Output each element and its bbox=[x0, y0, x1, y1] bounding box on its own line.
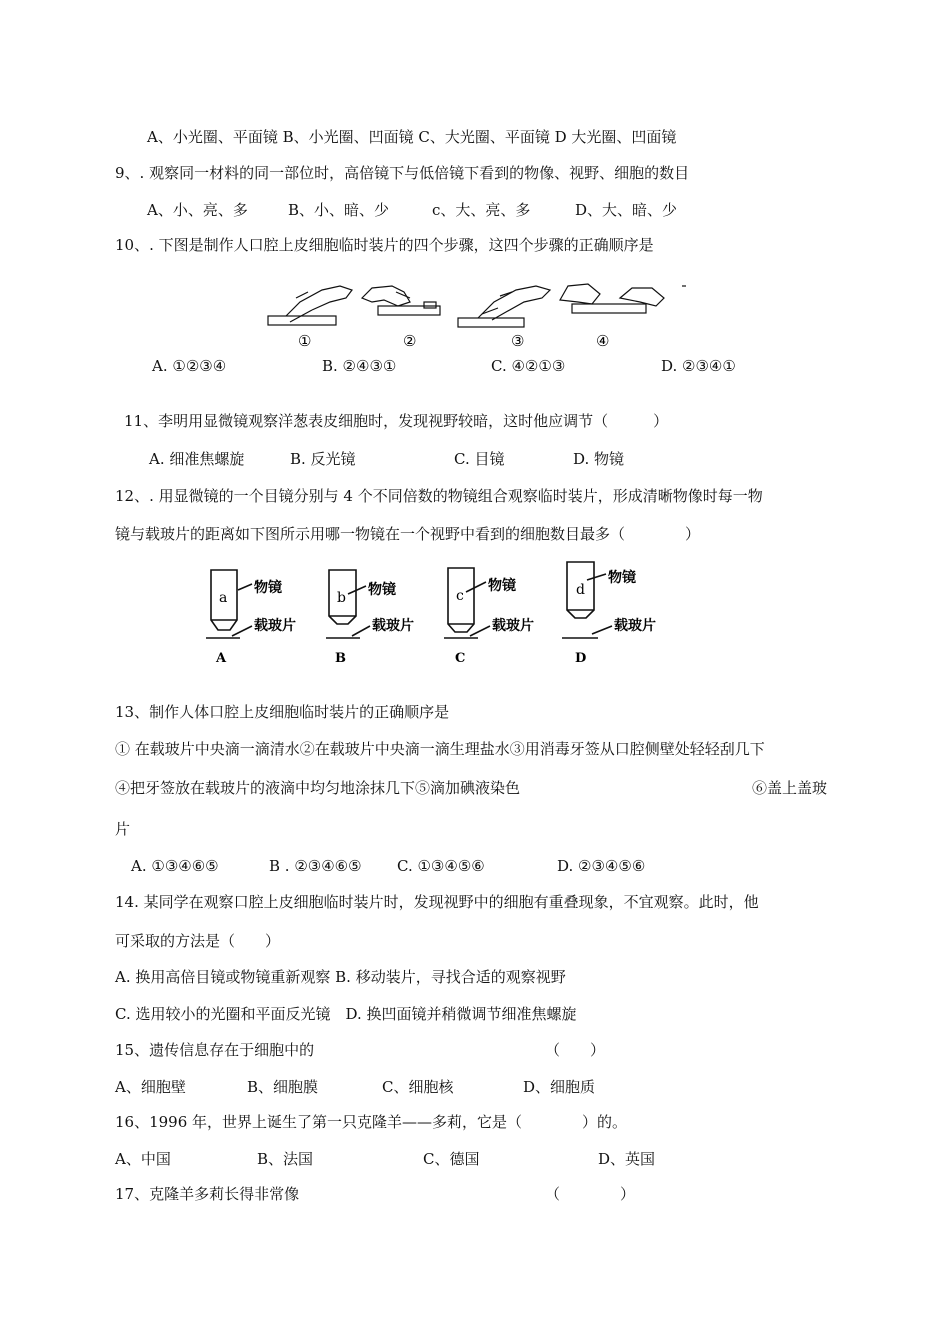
q9-option-d: D、大、暗、少 bbox=[575, 201, 678, 219]
q15-option-d: D、细胞质 bbox=[523, 1078, 596, 1096]
q13-option-d: D. ②③④⑤⑥ bbox=[557, 857, 646, 875]
q12-letter-d: d bbox=[576, 582, 585, 598]
q12-lens-label-c: 物镜 bbox=[488, 578, 516, 594]
q15-stem: 15、遗传信息存在于细胞中的 bbox=[115, 1041, 315, 1059]
q10-label-3: ③ bbox=[511, 332, 525, 350]
q11-option-d: D. 物镜 bbox=[573, 450, 625, 468]
q15-option-a: A、细胞壁 bbox=[115, 1078, 186, 1096]
q13-option-a: A. ①③④⑥⑤ bbox=[131, 857, 219, 875]
q16-option-c: C、德国 bbox=[423, 1150, 480, 1168]
q10-label-4: ④ bbox=[596, 332, 610, 350]
q10-step3-slide bbox=[458, 318, 524, 327]
q13-steps-line1: ① 在载玻片中央滴一滴清水②在载玻片中央滴一滴生理盐水③用消毒牙签从口腔侧壁处轻轻刮几下 bbox=[115, 740, 765, 758]
q12-slide-label-d: 载玻片 bbox=[614, 618, 656, 634]
q10-step2-slide bbox=[378, 306, 440, 315]
q10-step2-hand bbox=[362, 286, 410, 306]
q12-option-letter-a: A bbox=[216, 651, 227, 666]
q12-lens-label-b: 物镜 bbox=[368, 582, 396, 598]
q12-stem-line2: 镜与载玻片的距离如下图所示用哪一物镜在一个视野中看到的细胞数目最多（ ） bbox=[115, 525, 701, 543]
q12-lens-label-a: 物镜 bbox=[254, 580, 282, 596]
q10-option-c: C. ④②①③ bbox=[491, 357, 566, 375]
q12-letter-c: c bbox=[456, 588, 464, 604]
q12-letter-b: b bbox=[337, 590, 346, 606]
q10-label-1: ① bbox=[298, 332, 312, 350]
q14-stem-line1: 14. 某同学在观察口腔上皮细胞临时装片时，发现视野中的细胞有重叠现象，不宜观察。此时，他 bbox=[115, 893, 759, 911]
q10-option-a: A. ①②③④ bbox=[152, 357, 227, 375]
q10-stem: 10、. 下图是制作人口腔上皮细胞临时装片的四个步骤，这四个步骤的正确顺序是 bbox=[115, 236, 654, 254]
q11-options bbox=[0, 448, 950, 468]
q11-option-b: B. 反光镜 bbox=[290, 450, 356, 468]
q12-option-letter-b: B bbox=[335, 651, 346, 666]
q12-objectives-figure bbox=[0, 558, 950, 668]
q14-options-line1: A. 换用高倍目镜或物镜重新观察 B. 移动装片，寻找合适的观察视野 bbox=[115, 968, 566, 986]
q9-option-b: B、小、暗、少 bbox=[288, 201, 390, 219]
q16-stem: 16、1996 年，世界上诞生了第一只克隆羊——多莉，它是（ ）的。 bbox=[115, 1113, 628, 1131]
q11-stem: 11、李明用显微镜观察洋葱表皮细胞时，发现视野较暗，这时他应调节（ ） bbox=[124, 412, 669, 430]
q12-option-letter-d: D bbox=[575, 651, 587, 666]
q10-label-2: ② bbox=[403, 332, 417, 350]
q10-option-b: B. ②④③① bbox=[322, 357, 397, 375]
q15-option-c: C、细胞核 bbox=[382, 1078, 454, 1096]
q12-stem-line1: 12、. 用显微镜的一个目镜分别与 4 个不同倍数的物镜组合观察临时装片，形成清晰物像时每一物 bbox=[115, 487, 763, 505]
q14-stem-line2: 可采取的方法是（ ） bbox=[115, 932, 281, 950]
q9-option-a: A、小、亮、多 bbox=[147, 201, 248, 219]
q13-steps-line2-right: ⑥盖上盖玻 bbox=[752, 779, 828, 797]
q10-option-d: D. ②③④① bbox=[661, 357, 736, 375]
q13-options bbox=[0, 857, 950, 877]
q9-option-c: c、大、亮、多 bbox=[432, 201, 531, 219]
q10-step4-slide bbox=[572, 304, 646, 313]
q12-slide-label-b: 载玻片 bbox=[372, 618, 414, 634]
q13-stem: 13、制作人体口腔上皮细胞临时装片的正确顺序是 bbox=[115, 703, 450, 721]
q11-option-c: C. 目镜 bbox=[454, 450, 505, 468]
q12-slide-label-c: 载玻片 bbox=[492, 618, 534, 634]
q13-steps-line3: 片 bbox=[115, 820, 131, 838]
q13-option-b: B . ②③④⑥⑤ bbox=[269, 857, 362, 875]
q10-step1-slide bbox=[268, 316, 336, 325]
q10-options bbox=[0, 357, 950, 377]
q12-slide-label-a: 载玻片 bbox=[254, 618, 296, 634]
q16-option-a: A、中国 bbox=[115, 1150, 171, 1168]
q11-option-a: A. 细准焦螺旋 bbox=[149, 450, 245, 468]
q9-stem: 9、. 观察同一材料的同一部位时，高倍镜下与低倍镜下看到的物像、视野、细胞的数目 bbox=[115, 164, 690, 182]
q17-stem: 17、克隆羊多莉长得非常像 bbox=[115, 1185, 300, 1203]
q14-options-line2: C. 选用较小的光圈和平面反光镜 D. 换凹面镜并稍微调节细准焦螺旋 bbox=[115, 1005, 577, 1023]
q13-steps-line2-left: ④把牙签放在载玻片的液滴中均匀地涂抹几下⑤滴加碘液染色 bbox=[115, 779, 521, 797]
q16-option-d: D、英国 bbox=[598, 1150, 656, 1168]
q9-options bbox=[0, 199, 950, 219]
q15-paren: （ ） bbox=[545, 1041, 606, 1059]
q10-step1-hand bbox=[286, 286, 352, 316]
q12-option-letter-c: C bbox=[455, 651, 466, 666]
q10-step3-hand bbox=[478, 286, 550, 320]
q10-step4-hand-right bbox=[620, 288, 664, 306]
q8-options: A、小光圈、平面镜 B、小光圈、凹面镜 C、大光圈、平面镜 D 大光圈、凹面镜 bbox=[147, 128, 677, 146]
q12-letter-a: a bbox=[219, 590, 228, 606]
q16-option-b: B、法国 bbox=[257, 1150, 314, 1168]
q15-option-b: B、细胞膜 bbox=[247, 1078, 319, 1096]
q12-lens-label-d: 物镜 bbox=[608, 570, 636, 586]
q15-options bbox=[0, 1076, 950, 1096]
q10-step4-hand-left bbox=[560, 284, 600, 304]
q17-paren: （ ） bbox=[545, 1185, 636, 1203]
q13-option-c: C. ①③④⑤⑥ bbox=[397, 857, 485, 875]
q16-options bbox=[0, 1148, 950, 1168]
